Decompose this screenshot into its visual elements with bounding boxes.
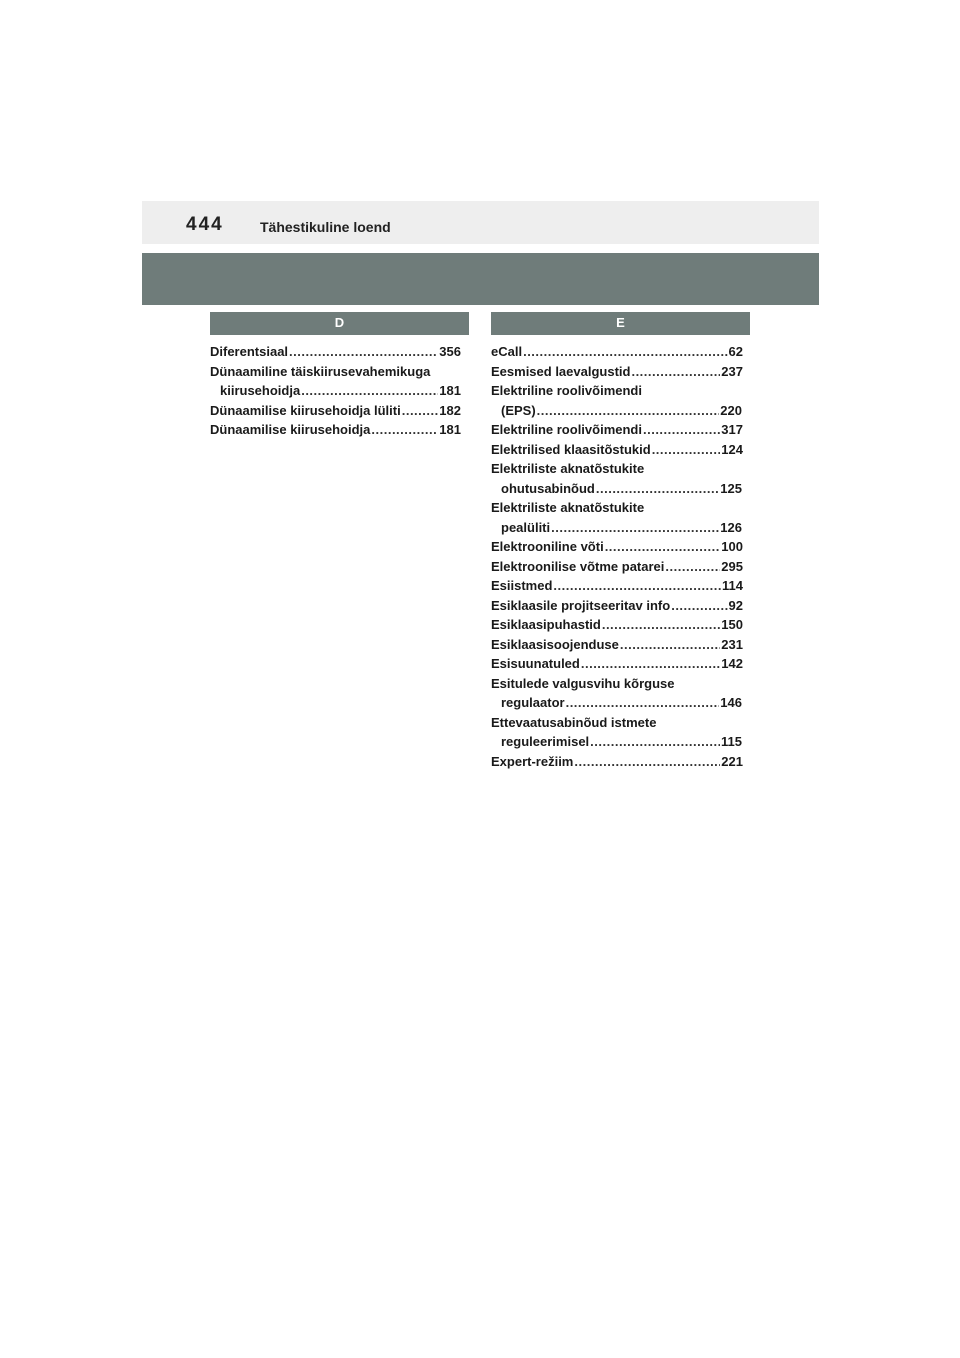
index-column-d	[210, 312, 469, 440]
dot-leader	[643, 420, 720, 440]
dot-leader	[402, 401, 439, 421]
index-entry-text: eCall	[491, 344, 523, 359]
dot-leader	[523, 342, 727, 362]
index-entry-page: 221	[721, 753, 743, 769]
index-entry	[491, 674, 750, 713]
index-entry-text: (EPS)	[501, 402, 536, 418]
index-entry-page: 125	[720, 480, 742, 496]
dot-leader	[551, 518, 719, 538]
dot-leader	[605, 537, 721, 557]
index-entry-page: 220	[720, 402, 742, 418]
dot-leader	[574, 752, 720, 772]
index-entry-text: pealüliti	[501, 519, 551, 535]
index-entry-text: Diferentsiaal	[210, 344, 289, 359]
index-entry-text: Esiklaasisoojenduse	[491, 636, 619, 652]
dot-leader	[671, 596, 727, 616]
index-entry-page: 124	[721, 441, 743, 457]
index-entry-page: 142	[721, 656, 743, 671]
dot-leader	[371, 420, 438, 440]
index-entry-text: Dünaamilise kiirusehoidja lüliti	[210, 402, 401, 418]
index-entry-text: Elektrilised klaasitõstukid	[491, 441, 651, 457]
index-entry	[210, 362, 469, 401]
section-title: Tähestikuline loend	[260, 219, 391, 235]
index-entry-page: 181	[439, 422, 461, 437]
dot-leader	[590, 732, 720, 752]
index-entry-text: ohutusabinõud	[501, 480, 595, 496]
index-entry	[210, 342, 469, 362]
page-number: 444	[186, 214, 224, 235]
index-entry	[491, 635, 750, 655]
index-entries-e	[491, 342, 750, 771]
index-entry	[491, 615, 750, 635]
index-entry-text: Esiklaasipuhastid	[491, 617, 601, 632]
index-entry-page: 150	[721, 617, 743, 632]
index-entry-text: regulaator	[501, 695, 565, 710]
dot-leader	[289, 342, 438, 362]
index-entry-page: 100	[721, 539, 743, 554]
dot-leader	[581, 654, 720, 674]
index-entry-page: 356	[439, 344, 461, 359]
index-entry-text: Elektroonilise võtme patarei	[491, 558, 665, 574]
index-entry	[491, 713, 750, 752]
letter-heading-e: E	[491, 312, 750, 335]
index-entry-text: Dünaamilise kiirusehoidja	[210, 422, 371, 437]
index-entry-page: 295	[721, 558, 743, 574]
index-entry-first-line: Elektriliste aknatõstukite	[491, 461, 645, 476]
index-entry-text: Esisuunatuled	[491, 656, 580, 671]
dot-leader	[620, 635, 720, 655]
index-entry-text: Expert-režiim	[491, 753, 574, 769]
index-entry-first-line: Elektriline roolivõimendi	[491, 383, 642, 398]
index-entry	[210, 401, 469, 421]
index-entry-text: Elektriline roolivõimendi	[491, 422, 642, 437]
index-entry-page: 62	[728, 344, 743, 359]
index-entry	[491, 537, 750, 557]
index-entry	[491, 381, 750, 420]
index-entry-first-line: Esitulede valgusvihu kõrguse	[491, 675, 675, 691]
index-entry-page: 115	[721, 734, 742, 749]
index-entry-page: 92	[728, 597, 743, 613]
index-entries-d	[210, 342, 469, 440]
index-entry-page: 126	[720, 519, 742, 535]
index-entry-text: Elektrooniline võti	[491, 539, 604, 554]
dot-leader	[537, 401, 720, 421]
index-entry-first-line: Ettevaatusabinõud istmete	[491, 714, 657, 730]
dot-leader	[652, 440, 721, 460]
index-entry-page: 181	[439, 383, 461, 398]
page-header	[142, 201, 819, 244]
index-entry-page: 237	[721, 363, 743, 379]
index-entry	[491, 362, 750, 382]
index-entry	[210, 420, 469, 440]
index-entry	[491, 654, 750, 674]
index-entry-page: 231	[721, 636, 743, 652]
index-entry-text: kiirusehoidja	[220, 383, 301, 398]
index-entry-first-line: Dünaamiline täiskiirusevahemikuga	[210, 363, 431, 379]
index-entry-page: 317	[721, 422, 743, 437]
index-entry	[491, 752, 750, 772]
dot-leader	[602, 615, 720, 635]
index-entry-first-line: Elektriliste aknatõstukite	[491, 500, 645, 515]
index-entry	[491, 557, 750, 577]
dot-leader	[665, 557, 720, 577]
dot-leader	[596, 479, 719, 499]
dot-leader	[553, 576, 721, 596]
letter-heading-d: D	[210, 312, 469, 335]
dot-leader	[301, 381, 438, 401]
dot-leader	[631, 362, 720, 382]
index-entry	[491, 576, 750, 596]
index-entry-page: 114	[722, 578, 743, 593]
index-entry	[491, 459, 750, 498]
index-entry-text: reguleerimisel	[501, 734, 590, 749]
index-entry	[491, 420, 750, 440]
title-band	[142, 253, 819, 305]
index-entry	[491, 342, 750, 362]
index-column-e	[491, 312, 750, 771]
index-entry-page: 182	[439, 402, 461, 418]
index-entry-text: Esiistmed	[491, 578, 553, 593]
dot-leader	[566, 693, 720, 713]
index-entry	[491, 596, 750, 616]
index-entry-text: Esiklaasile projitseeritav info	[491, 597, 671, 613]
index-entry	[491, 440, 750, 460]
index-entry-page: 146	[720, 695, 742, 710]
index-entry	[491, 498, 750, 537]
index-entry-text: Eesmised laevalgustid	[491, 363, 631, 379]
